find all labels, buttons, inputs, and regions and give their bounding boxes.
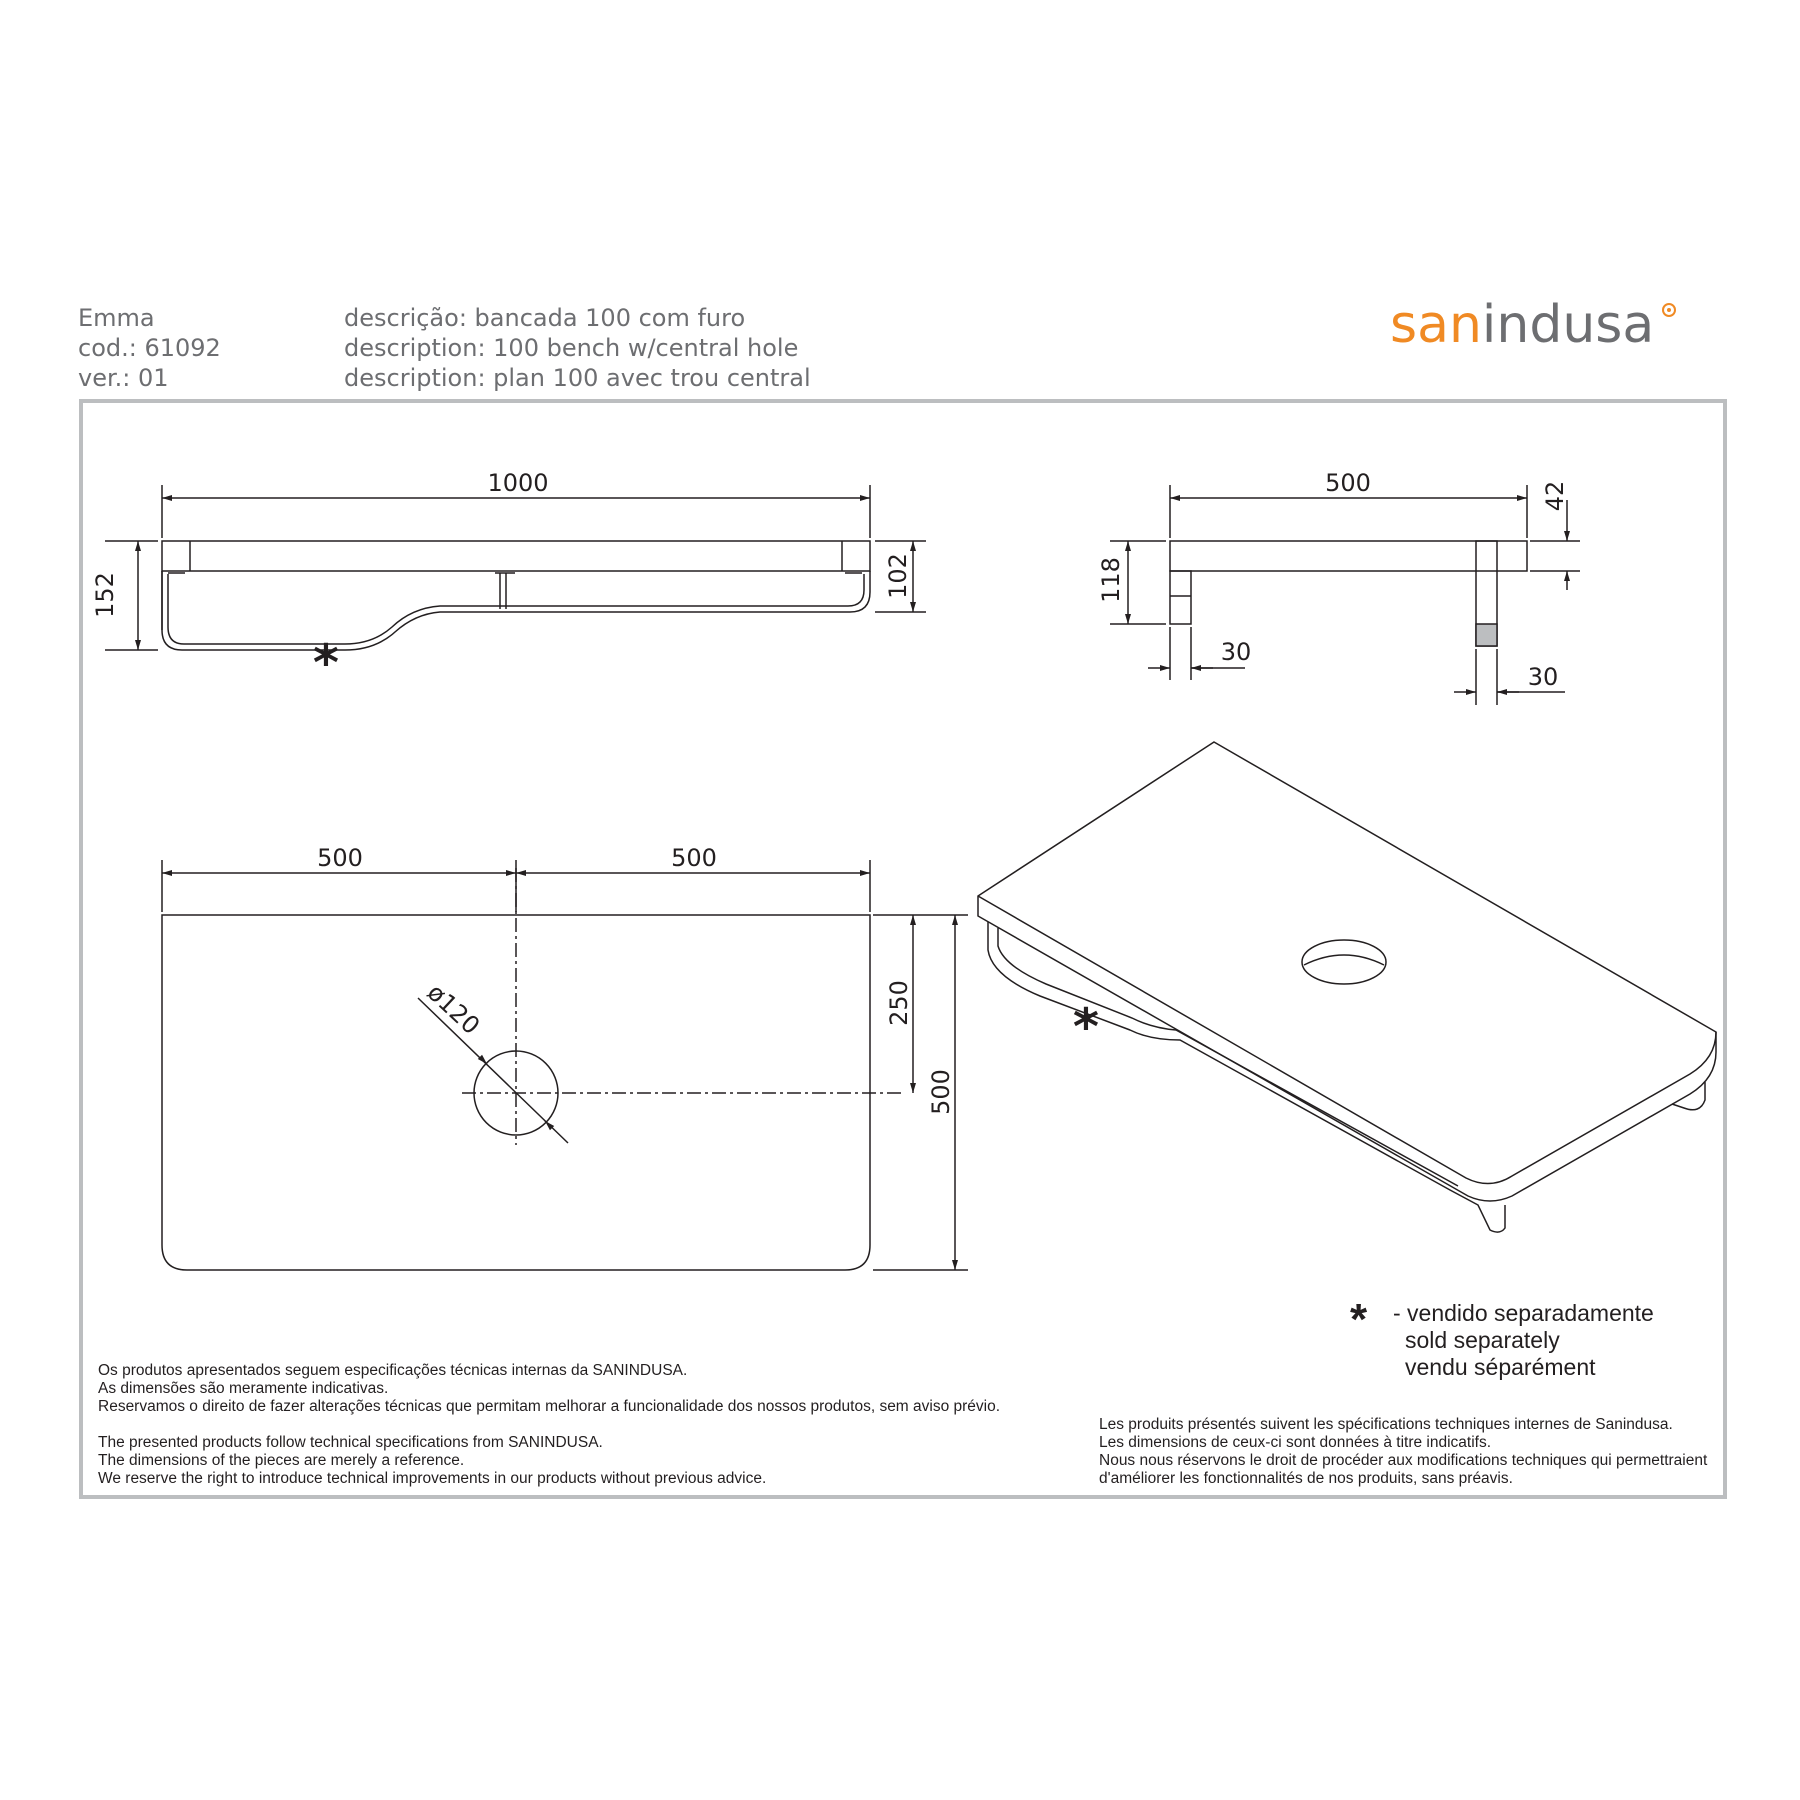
front-towel-rail-outer — [162, 571, 870, 650]
dim-hole-diameter: ø120 — [421, 978, 486, 1041]
disclaimer-fr-line: d'améliorer les fonctionnalités de nos produits, sans préavis. — [1099, 1470, 1513, 1487]
front-view — [162, 541, 870, 650]
dim-side-thickness: 42 — [1541, 480, 1569, 512]
disclaimer-fr-line: Nous nous réservons le droit de procéder aux modifications techniques qui permettraient — [1099, 1452, 1708, 1469]
product-version: ver.: 01 — [78, 364, 169, 392]
legend-line-en: sold separately — [1405, 1327, 1560, 1353]
disclaimer-en — [98, 1434, 766, 1488]
disclaimer-fr-line: Les produits présentés suivent les spécifications techniques internes de Sanindusa. — [1099, 1416, 1673, 1433]
legend-line-fr: vendu séparément — [1405, 1354, 1596, 1380]
dimension-labels — [91, 469, 1569, 1115]
product-code: cod.: 61092 — [78, 334, 221, 362]
dim-top-half-left: 500 — [317, 844, 363, 872]
logo-part-indusa: indusa — [1481, 295, 1655, 355]
front-towel-rail-inner — [168, 574, 864, 644]
side-left-leg — [1170, 571, 1191, 624]
disclaimer-en-line: We reserve the right to introduce technical improvements in our products without previous advice. — [98, 1470, 767, 1487]
description-fr: description: plan 100 avec trou central — [344, 364, 811, 392]
iso-hole-inner — [1304, 955, 1384, 965]
disclaimer-en-line: The dimensions of the pieces are merely a reference. — [98, 1452, 465, 1469]
dim-side-leg-right: 30 — [1527, 663, 1559, 691]
disclaimer-pt-line: Reservamos o direito de fazer alterações técnicas que permitam melhorar a funcionalidade dos nossos produtos, sem aviso prévio. — [98, 1398, 1001, 1415]
dim-front-inner-height: 102 — [884, 553, 912, 599]
disclaimer-fr-line: Les dimensions de ceux-ci sont données à titre indicatifs. — [1099, 1434, 1492, 1451]
side-dimensions — [1110, 485, 1580, 705]
disclaimer-fr — [1099, 1416, 1707, 1488]
top-view — [162, 868, 905, 1270]
logo-part-san: san — [1390, 295, 1482, 355]
iso-towel-rail — [988, 922, 1505, 1232]
dim-side-width: 500 — [1325, 469, 1371, 497]
disclaimer-pt-line: As dimensões são meramente indicativas. — [98, 1380, 389, 1397]
iso-tap-hole — [1302, 940, 1386, 984]
front-dimensions — [105, 485, 926, 650]
dim-top-hole-offset: 250 — [885, 980, 913, 1026]
front-asterisk-marker: * — [312, 634, 340, 692]
disclaimer-pt — [98, 1362, 1000, 1416]
iso-asterisk-marker: * — [1072, 998, 1100, 1056]
front-top-slab — [162, 541, 870, 571]
description-pt: descrição: bancada 100 com furo — [344, 304, 746, 332]
side-view — [1170, 541, 1527, 646]
dim-top-depth: 500 — [927, 1069, 955, 1115]
product-name: Emma — [78, 304, 155, 332]
top-dimensions — [162, 860, 968, 1270]
dim-front-total-height: 152 — [91, 572, 119, 618]
dim-side-height: 118 — [1097, 557, 1125, 603]
dim-side-leg-left: 30 — [1220, 638, 1252, 666]
dim-front-width: 1000 — [487, 469, 549, 497]
side-right-foot — [1476, 624, 1497, 646]
side-top-slab — [1170, 541, 1527, 571]
legend-line-pt: - vendido separadamente — [1393, 1300, 1654, 1326]
description-en: description: 100 bench w/central hole — [344, 334, 799, 362]
disclaimer-en-line: The presented products follow technical specifications from SANINDUSA. — [98, 1434, 603, 1451]
legend-asterisk: * — [1350, 1295, 1368, 1344]
isometric-view — [978, 742, 1716, 1232]
dim-top-half-right: 500 — [671, 844, 717, 872]
disclaimer-pt-line: Os produtos apresentados seguem especificações técnicas internas da SANINDUSA. — [98, 1362, 688, 1379]
